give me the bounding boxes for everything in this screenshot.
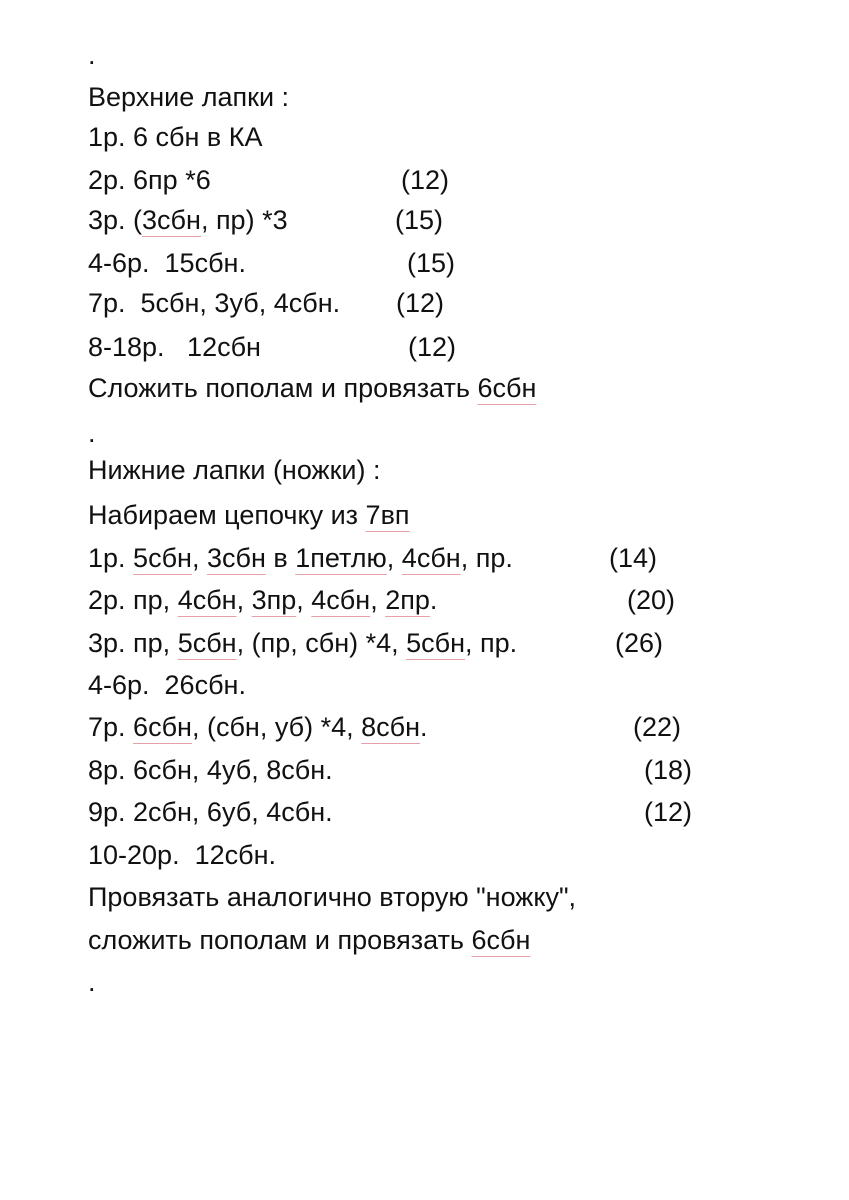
spellcheck-word: 6сбн (133, 712, 192, 742)
spellcheck-word: 3пр (251, 585, 297, 615)
row-instruction: 3р. пр, 5сбн, (пр, сбн) *4, 5сбн, пр. (88, 628, 518, 658)
row-instruction: 8-18р. 12сбн (88, 332, 261, 362)
spellcheck-word: 6сбн (477, 373, 537, 403)
spellcheck-word: 6сбн (471, 925, 531, 955)
text-part: Набираем цепочку из (88, 500, 366, 530)
spellcheck-word: 4сбн (311, 585, 371, 615)
row-instruction: 2р. 6пр *6 (88, 165, 211, 195)
row-instruction: 8р. 6сбн, 4уб, 8сбн. (88, 755, 333, 785)
stitch-count: (12) (401, 165, 450, 195)
row-instruction: 9р. 2сбн, 6уб, 4сбн. (88, 797, 333, 827)
stitch-count: (12) (408, 332, 457, 362)
section-heading-upper-paws: Верхние лапки : (88, 82, 290, 112)
row-instruction: 1р. 6 сбн в КА (88, 122, 263, 152)
stitch-count: (12) (644, 797, 693, 827)
stitch-count: (20) (627, 585, 676, 615)
finishing-instruction: Провязать аналогично вторую "ножку", (88, 882, 577, 912)
row-instruction: 7р. 5сбн, 3уб, 4сбн. (88, 288, 341, 318)
stitch-count: (15) (407, 248, 456, 278)
spellcheck-word: 4сбн (401, 543, 461, 573)
row-instruction: 1р. 5сбн, 3сбн в 1петлю, 4сбн, пр. (88, 543, 513, 573)
spellcheck-word: 5сбн (133, 543, 192, 573)
spellcheck-word: 3сбн (142, 205, 201, 235)
section-heading-lower-paws: Нижние лапки (ножки) : (88, 455, 381, 485)
stitch-count: (15) (395, 205, 444, 235)
stitch-count: (26) (615, 628, 664, 658)
row-instruction: 7р. 6сбн, (сбн, уб) *4, 8сбн. (88, 712, 428, 742)
row-instruction: 10-20р. 12сбн. (88, 840, 276, 870)
stitch-count: (12) (396, 288, 445, 318)
spellcheck-word: 5сбн (177, 628, 237, 658)
spellcheck-word: 1петлю (295, 543, 387, 573)
spellcheck-word: 3сбн (206, 543, 266, 573)
finishing-instruction (88, 920, 530, 960)
row-instruction: 4-6р. 15сбн. (88, 248, 246, 278)
row-suffix: , пр) *3 (200, 205, 288, 235)
stitch-count: (22) (633, 712, 682, 742)
row-instruction (88, 200, 288, 240)
stitch-count: (14) (609, 543, 658, 573)
spellcheck-word: 4сбн (177, 585, 237, 615)
stitch-count: (18) (644, 755, 693, 785)
row-instruction: 2р. пр, 4сбн, 3пр, 4сбн, 2пр. (88, 585, 438, 615)
spellcheck-word: 7вп (365, 500, 410, 530)
row-prefix: 3р. ( (88, 205, 143, 235)
spellcheck-word: 8сбн (361, 712, 421, 742)
text-part: Сложить пополам и провязать (88, 373, 478, 403)
text-part: сложить пополам и провязать (88, 925, 472, 955)
spellcheck-word: 5сбн (406, 628, 466, 658)
separator-dot: . (88, 418, 96, 448)
finishing-instruction (88, 368, 536, 408)
separator-dot: . (88, 40, 96, 70)
separator-dot: . (88, 967, 96, 997)
chain-instruction (88, 495, 410, 535)
row-instruction: 4-6р. 26сбн. (88, 670, 246, 700)
spellcheck-word: 2пр (385, 585, 430, 615)
